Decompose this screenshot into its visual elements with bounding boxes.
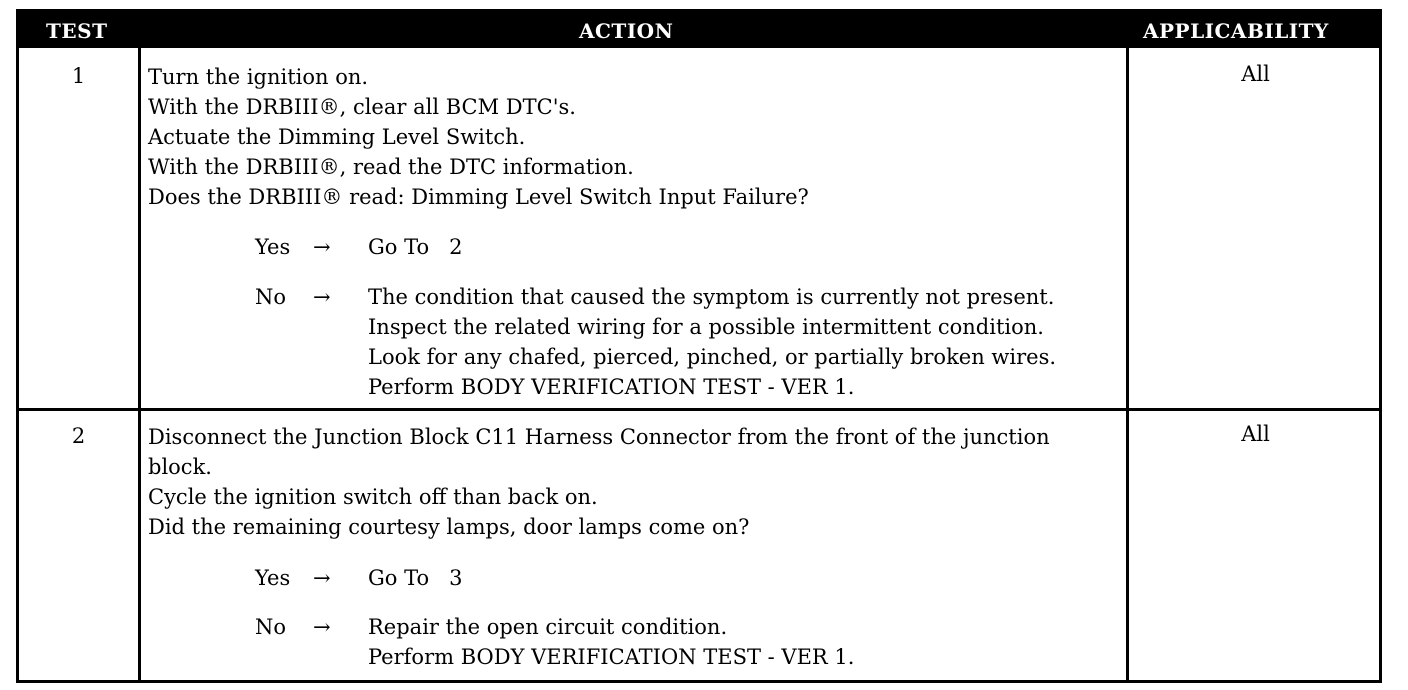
arrow-right-icon: → <box>313 566 331 590</box>
action-line: Turn the ignition on. <box>148 65 369 89</box>
applicability-1: All <box>1241 62 1270 86</box>
header-applicability: APPLICABILITY <box>1143 19 1329 43</box>
header-test: TEST <box>46 19 108 43</box>
arrow-right-icon: → <box>313 615 331 639</box>
outcome-line: Look for any chafed, pierced, pinched, or partially broken wires. <box>368 345 1057 369</box>
outcome-line: Repair the open circuit condition. <box>368 615 728 639</box>
action-line: Actuate the Dimming Level Switch. <box>148 125 526 149</box>
no-outcome <box>368 282 1056 402</box>
table-header <box>19 12 1379 48</box>
yes-outcome: Go To 3 <box>368 566 463 590</box>
no-response-2 <box>255 612 1125 672</box>
action-line: Cycle the ignition switch off than back on. <box>148 485 598 509</box>
yes-label: Yes <box>255 566 291 590</box>
yes-response-1 <box>255 232 1125 262</box>
outcome-line: Perform BODY VERIFICATION TEST - VER 1. <box>368 645 855 669</box>
arrow-right-icon: → <box>313 235 331 259</box>
outcome-line: The condition that caused the symptom is currently not present. <box>368 285 1055 309</box>
outcome-line: Perform BODY VERIFICATION TEST - VER 1. <box>368 375 855 399</box>
row-divider <box>19 408 1379 411</box>
outcome-line: Inspect the related wiring for a possible intermittent condition. <box>368 315 1044 339</box>
action-steps-2 <box>148 422 1128 542</box>
applicability-2: All <box>1241 422 1270 446</box>
yes-label: Yes <box>255 235 291 259</box>
action-line: Did the remaining courtesy lamps, door lamps come on? <box>148 515 750 539</box>
yes-outcome: Go To 2 <box>368 235 463 259</box>
action-line: With the DRBIII®, clear all BCM DTC's. <box>148 95 576 119</box>
arrow-right-icon: → <box>313 285 331 309</box>
action-line: Does the DRBIII® read: Dimming Level Switch Input Failure? <box>148 185 809 209</box>
action-steps-1 <box>148 62 1128 212</box>
header-action: ACTION <box>579 19 674 43</box>
test-number-1: 1 <box>71 64 86 88</box>
no-outcome <box>368 612 854 672</box>
test-table <box>16 9 1382 683</box>
test-number-2: 2 <box>71 424 86 448</box>
action-line: With the DRBIII®, read the DTC information. <box>148 155 634 179</box>
no-response-1 <box>255 282 1125 402</box>
action-line: Disconnect the Junction Block C11 Harness Connector from the front of the junction <box>148 425 1050 449</box>
action-line: block. <box>148 455 212 479</box>
no-label: No <box>255 615 287 639</box>
yes-response-2 <box>255 563 1125 593</box>
no-label: No <box>255 285 287 309</box>
column-divider-test <box>138 12 141 683</box>
